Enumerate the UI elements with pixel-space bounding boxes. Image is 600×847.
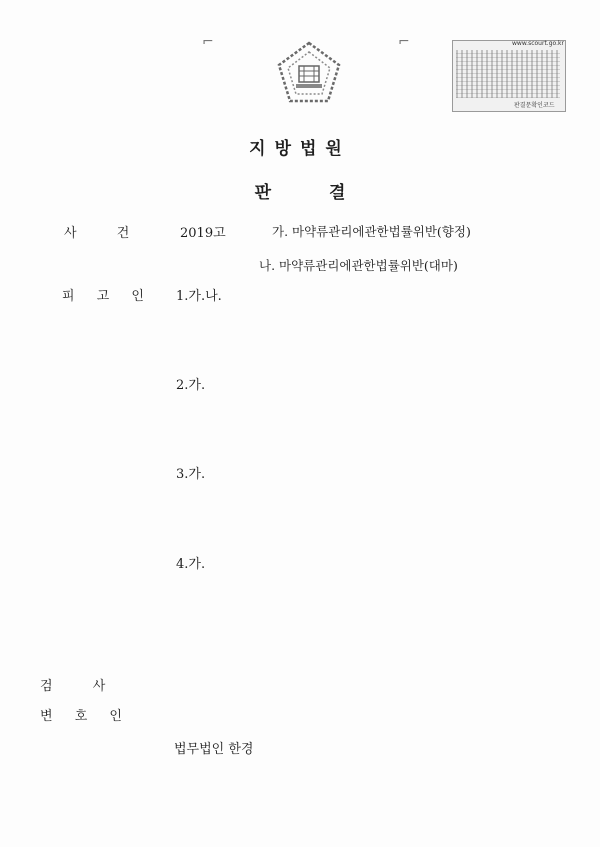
qr-code-icon — [456, 50, 560, 98]
defendant-item: 3.가. — [176, 467, 206, 482]
document-type: 판 결 — [254, 183, 346, 203]
court-name: 지방법원 — [249, 139, 351, 159]
case-label: 사 건 — [64, 226, 130, 241]
prosecutor-label: 검 사 — [40, 679, 106, 694]
defendant-item: 1.가.나. — [176, 289, 222, 304]
defendant-item: 2.가. — [176, 378, 206, 393]
counsel-firm: 법무법인 한경 — [174, 742, 254, 757]
case-number: 2019고 — [180, 226, 226, 241]
qr-caption: 판결문확인코드 — [514, 102, 555, 109]
qr-url: www.scourt.go.kr — [512, 40, 564, 47]
defendant-label: 피 고 인 — [62, 289, 144, 304]
charge-item: 가. 마약류관리에관한법률위반(향정) — [272, 224, 471, 239]
scan-mark-left: ⌐ — [202, 34, 214, 50]
scan-mark-right: ⌐ — [398, 34, 410, 50]
court-emblem-icon — [276, 40, 342, 106]
defendant-item: 4.가. — [176, 557, 206, 572]
charge-item: 나. 마약류관리에관한법률위반(대마) — [259, 258, 458, 273]
counsel-label: 변 호 인 — [40, 709, 122, 724]
